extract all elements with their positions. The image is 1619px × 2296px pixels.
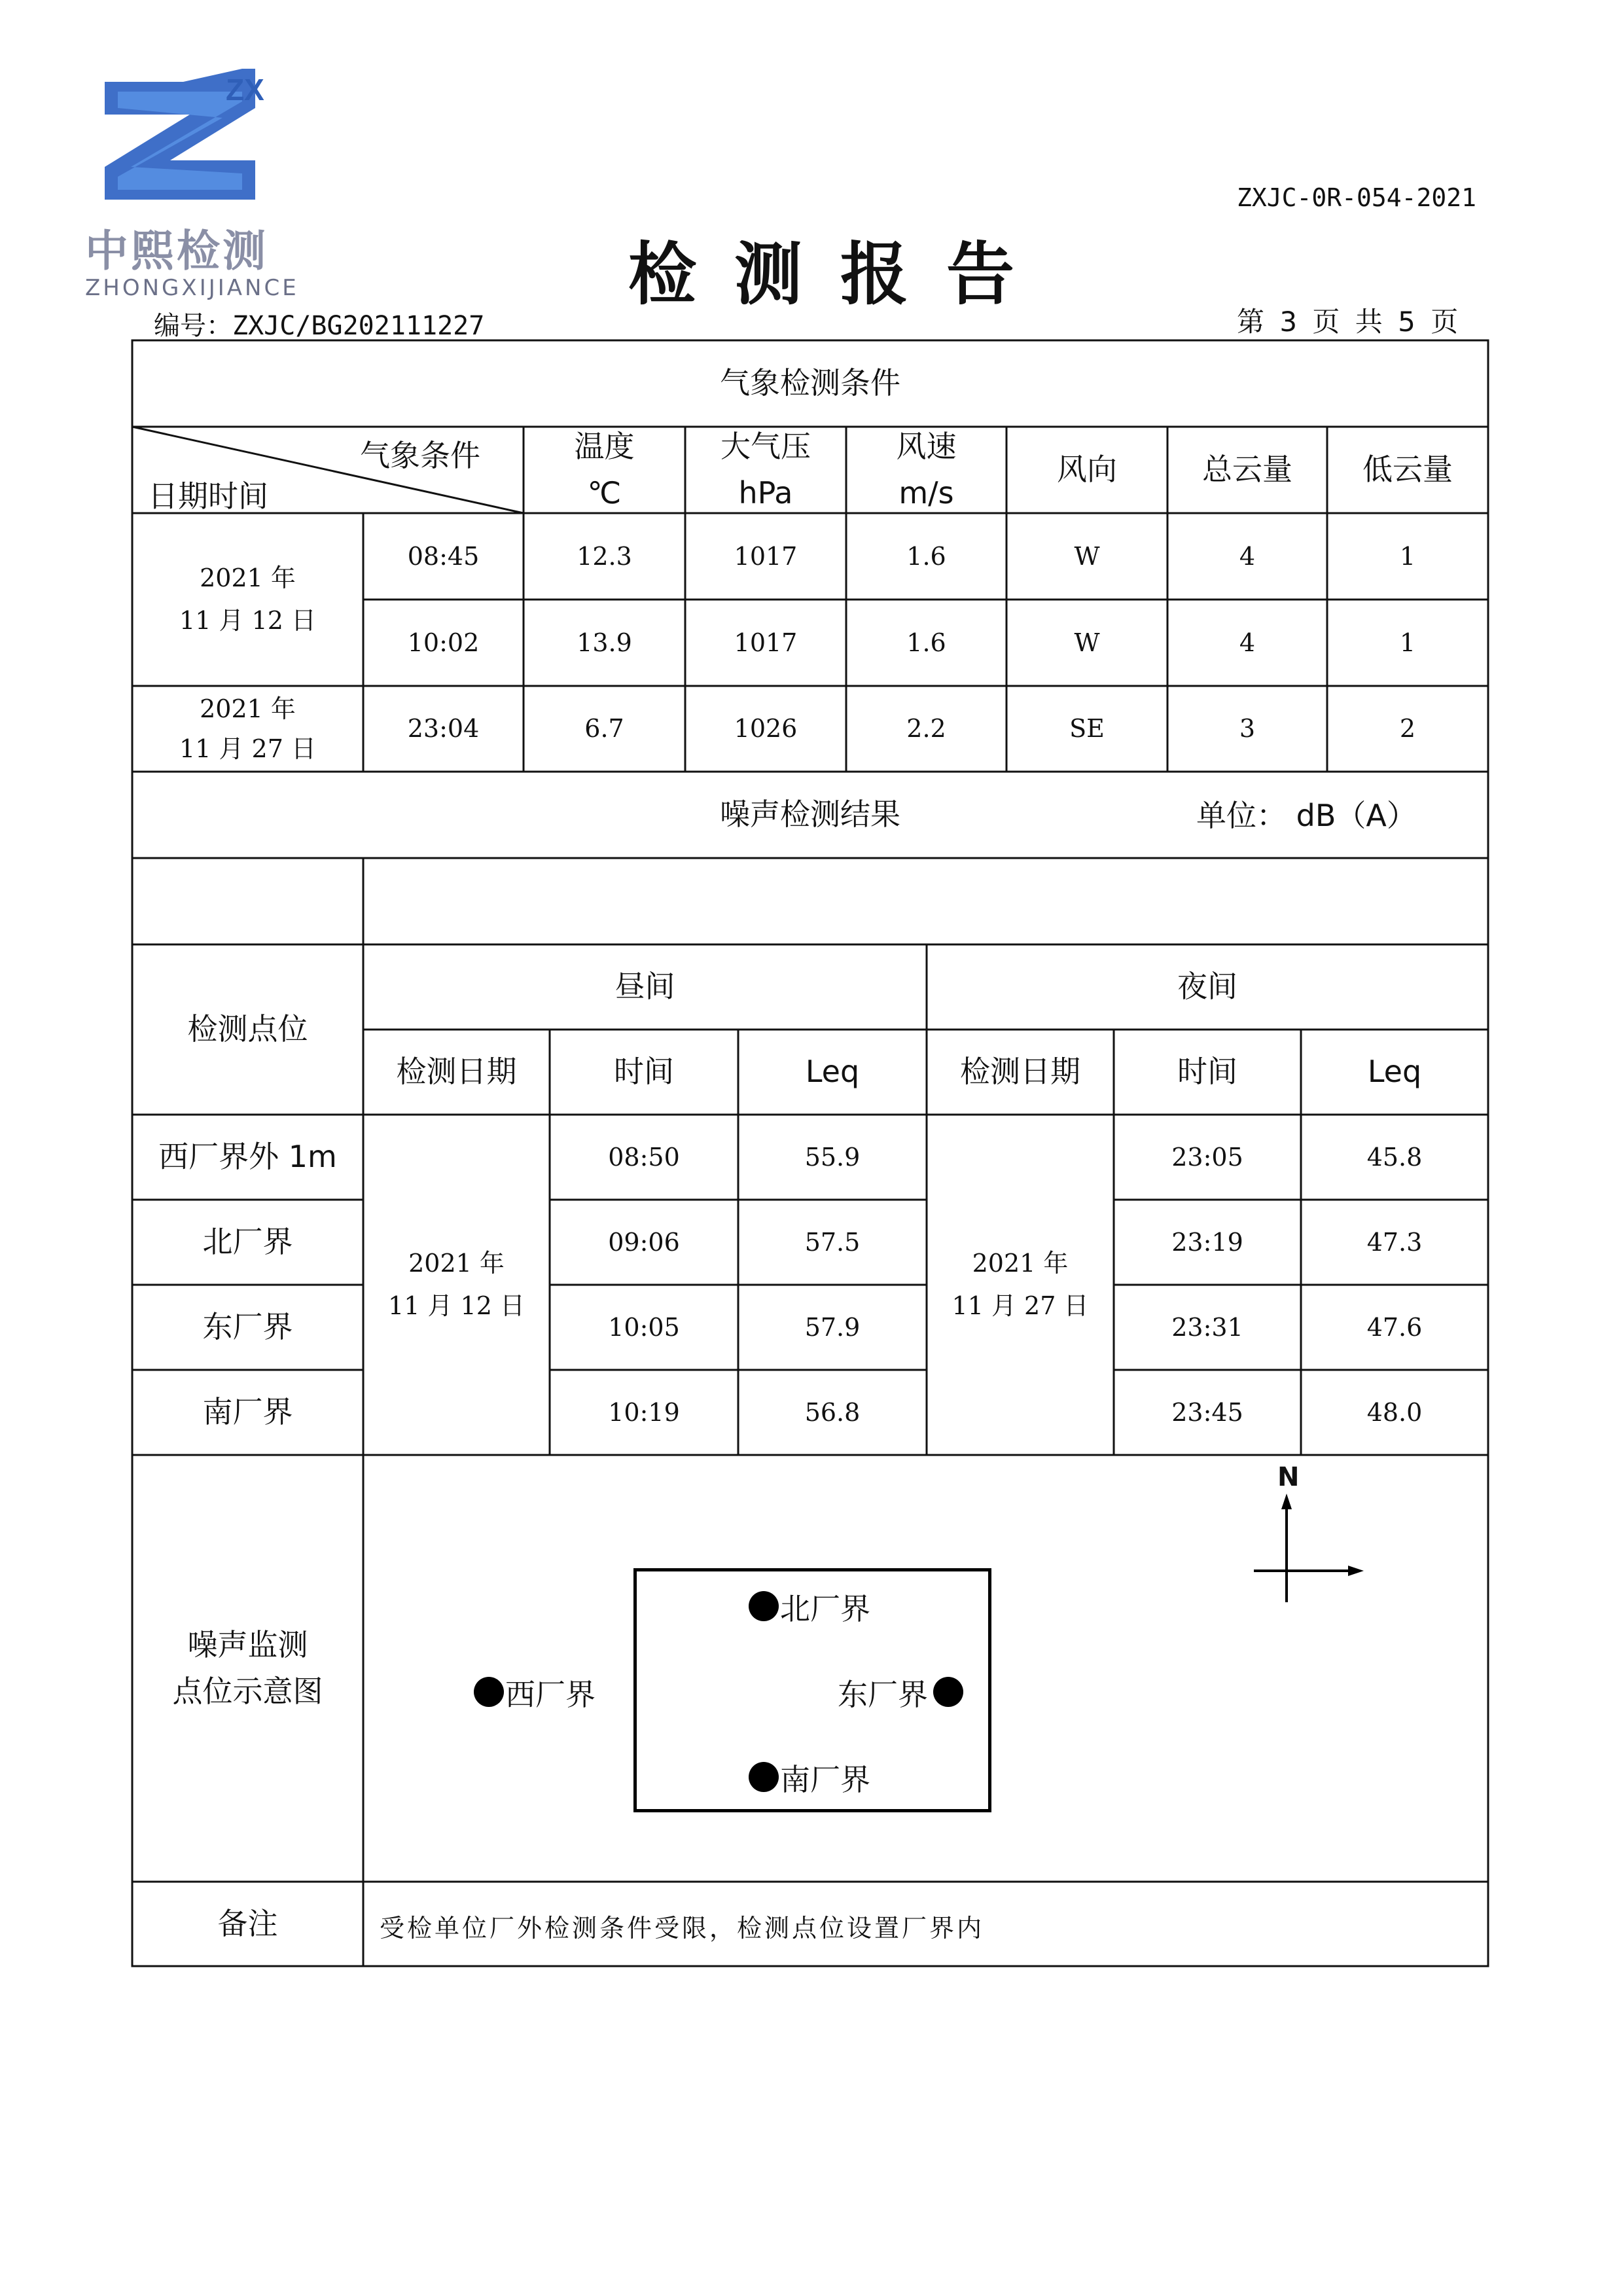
day-test-date: 2021 年 11 月 12 日 <box>388 1249 525 1320</box>
page-title: 检测报告 <box>628 234 1053 314</box>
day-leq-header: Leq <box>805 1054 860 1090</box>
north-point-label: 北厂界 <box>780 1591 870 1626</box>
west-point-label: 西厂界 <box>505 1677 596 1712</box>
logo-letters: ZX <box>226 73 264 107</box>
nighttime-header: 夜间 <box>1177 969 1237 1005</box>
weather-section-title: 气象检测条件 <box>720 365 900 401</box>
night-time: 23:05 <box>1171 1142 1243 1172</box>
south-point-label: 南厂界 <box>780 1762 870 1797</box>
weather-total-cloud: 3 <box>1239 714 1256 744</box>
daytime-header: 昼间 <box>614 969 675 1005</box>
weather-wind-direction: W <box>1074 628 1100 657</box>
night-test-date: 2021 年 11 月 27 日 <box>952 1249 1089 1320</box>
night-leq: 47.3 <box>1366 1227 1423 1257</box>
noise-point-header: 检测点位 <box>187 1011 308 1047</box>
weather-low-cloud: 2 <box>1399 714 1416 744</box>
weather-date-1: 2021 年 11 月 12 日 <box>179 564 316 635</box>
report-number: 编号：ZXJC/BG202111227 <box>154 311 485 341</box>
night-leq-header: Leq <box>1367 1054 1422 1090</box>
page-indicator: 第 3 页 共 5 页 <box>1237 306 1459 338</box>
east-point-marker <box>933 1677 963 1707</box>
weather-time: 23:04 <box>407 714 480 744</box>
weather-pressure: 1017 <box>734 541 798 571</box>
night-leq: 48.0 <box>1366 1397 1423 1427</box>
day-leq: 57.5 <box>804 1227 861 1257</box>
corner-header-datetime: 日期时间 <box>148 478 268 514</box>
west-point-marker <box>474 1677 504 1707</box>
weather-wind-speed: 1.6 <box>906 628 946 657</box>
day-leq: 57.9 <box>804 1312 861 1342</box>
weather-wind-speed: 2.2 <box>906 714 946 744</box>
column-header-pressure: 大气压 hPa <box>721 428 811 511</box>
night-time: 23:19 <box>1171 1227 1243 1257</box>
noise-point: 北厂界 <box>202 1224 293 1260</box>
weather-temperature: 13.9 <box>577 628 632 657</box>
noise-section-title: 噪声检测结果 <box>720 797 900 833</box>
day-time: 10:05 <box>608 1312 680 1342</box>
document-code: ZXJC-0R-054-2021 <box>1237 183 1477 212</box>
column-header-wind-direction: 风向 <box>1057 452 1117 488</box>
weather-date-2: 2021 年 11 月 27 日 <box>179 694 316 763</box>
weather-low-cloud: 1 <box>1399 541 1416 571</box>
north-arrow-icon <box>1250 1492 1368 1610</box>
weather-pressure: 1017 <box>734 628 798 657</box>
company-logo <box>92 62 288 213</box>
weather-time: 08:45 <box>407 541 480 571</box>
weather-wind-direction: SE <box>1069 714 1105 744</box>
weather-total-cloud: 4 <box>1239 541 1256 571</box>
east-point-label: 东厂界 <box>838 1677 928 1712</box>
weather-wind-direction: W <box>1074 541 1100 571</box>
column-header-total-cloud: 总云量 <box>1202 452 1292 488</box>
remarks-label: 备注 <box>217 1905 278 1941</box>
diagram-row-label: 噪声监测 点位示意图 <box>172 1626 323 1709</box>
north-point-marker <box>749 1591 779 1621</box>
north-letter: N <box>1277 1462 1300 1492</box>
column-header-temperature: 温度 ℃ <box>574 428 635 511</box>
noise-point: 东厂界 <box>202 1309 293 1345</box>
weather-temperature: 12.3 <box>577 541 632 571</box>
logo-chinese-name: 中熙检测 <box>85 226 268 276</box>
night-leq: 47.6 <box>1366 1312 1423 1342</box>
corner-header-weather: 气象条件 <box>360 438 480 473</box>
night-time-header: 时间 <box>1177 1054 1237 1090</box>
day-time: 08:50 <box>608 1142 680 1172</box>
weather-wind-speed: 1.6 <box>906 541 946 571</box>
noise-point: 西厂界外 1m <box>158 1139 337 1175</box>
weather-time: 10:02 <box>407 628 480 657</box>
remarks-text: 受检单位厂外检测条件受限，检测点位设置厂界内 <box>380 1914 985 1943</box>
weather-temperature: 6.7 <box>584 714 624 744</box>
logo-english-name: ZHONGXIJIANCE <box>85 275 299 301</box>
column-header-wind-speed: 风速 m/s <box>896 428 957 511</box>
night-leq: 45.8 <box>1366 1142 1423 1172</box>
noise-point: 南厂界 <box>202 1394 293 1430</box>
south-point-marker <box>749 1762 779 1792</box>
night-date-header: 检测日期 <box>960 1054 1080 1090</box>
day-date-header: 检测日期 <box>396 1054 517 1090</box>
day-time: 09:06 <box>608 1227 680 1257</box>
day-time: 10:19 <box>608 1397 680 1427</box>
night-time: 23:31 <box>1171 1312 1243 1342</box>
day-leq: 56.8 <box>804 1397 861 1427</box>
column-header-low-cloud: 低云量 <box>1362 452 1453 488</box>
weather-total-cloud: 4 <box>1239 628 1256 657</box>
night-time: 23:45 <box>1171 1397 1243 1427</box>
noise-unit: 单位： dB（A） <box>1196 798 1417 833</box>
day-leq: 55.9 <box>804 1142 861 1172</box>
weather-low-cloud: 1 <box>1399 628 1416 657</box>
weather-pressure: 1026 <box>734 714 798 744</box>
day-time-header: 时间 <box>614 1054 674 1090</box>
